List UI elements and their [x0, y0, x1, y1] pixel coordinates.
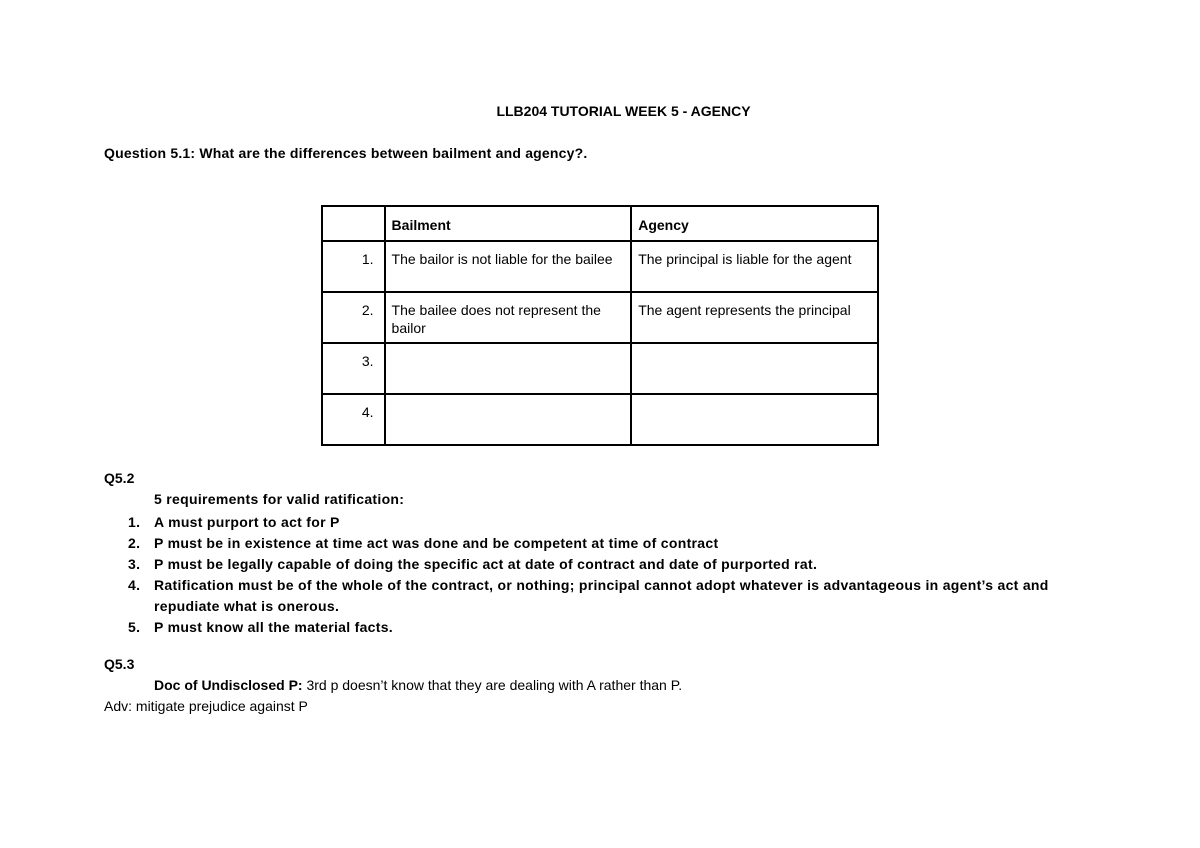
list-item-number: 1.: [128, 514, 141, 530]
header-cell-bailment: Bailment: [385, 206, 632, 241]
agency-cell: [631, 394, 878, 445]
list-item-text: P must be in existence at time act was done and be competent at time of contract: [154, 535, 719, 551]
requirements-heading: 5 requirements for valid ratification:: [154, 491, 405, 507]
list-item-number: 4.: [128, 577, 141, 593]
list-item-number: 3.: [128, 556, 141, 572]
agency-cell: [631, 343, 878, 394]
requirements-list: [104, 512, 1104, 638]
list-item: [104, 617, 1104, 638]
row-number: 1.: [322, 241, 385, 292]
table-row: [322, 343, 878, 394]
bailment-cell: The bailor is not liable for the bailee: [385, 241, 632, 292]
header-cell-num: [322, 206, 385, 241]
doctrine-label: Doc of Undisclosed P:: [154, 677, 303, 693]
doctrine-text: 3rd p doesn’t know that they are dealing with A rather than P.: [302, 677, 683, 693]
row-number: 4.: [322, 394, 385, 445]
list-item-text: Ratification must be of the whole of the contract, or nothing; principal cannot adopt whatever is advantageous in agent’s act and repudiate what is onerous.: [154, 577, 1049, 614]
q5-2-label: Q5.2: [104, 470, 135, 486]
bailment-cell: [385, 343, 632, 394]
doctrine-line: [154, 677, 682, 693]
row-number: 3.: [322, 343, 385, 394]
list-item: [104, 533, 1104, 554]
comparison-table: [321, 205, 879, 446]
table-row: [322, 292, 878, 343]
agency-cell: The agent represents the principal: [631, 292, 878, 343]
list-item-text: A must purport to act for P: [154, 514, 340, 530]
bailment-cell: [385, 394, 632, 445]
advantage-line: Adv: mitigate prejudice against P: [104, 698, 308, 714]
bailment-cell: The bailee does not represent the bailor: [385, 292, 632, 343]
table-row: [322, 241, 878, 292]
table-row: [322, 394, 878, 445]
list-item: [104, 512, 1104, 533]
list-item: [104, 575, 1104, 617]
header-cell-agency: Agency: [631, 206, 878, 241]
list-item: [104, 554, 1104, 575]
row-number: 2.: [322, 292, 385, 343]
q5-3-label: Q5.3: [104, 656, 135, 672]
table-header-row: [322, 206, 878, 241]
list-item-text: P must know all the material facts.: [154, 619, 393, 635]
list-item-number: 5.: [128, 619, 141, 635]
list-item-number: 2.: [128, 535, 141, 551]
list-item-text: P must be legally capable of doing the specific act at date of contract and date of purported rat.: [154, 556, 818, 572]
page-title: LLB204 TUTORIAL WEEK 5 - AGENCY: [496, 103, 751, 119]
question-5-1: Question 5.1: What are the differences between bailment and agency?.: [104, 145, 588, 161]
agency-cell: The principal is liable for the agent: [631, 241, 878, 292]
